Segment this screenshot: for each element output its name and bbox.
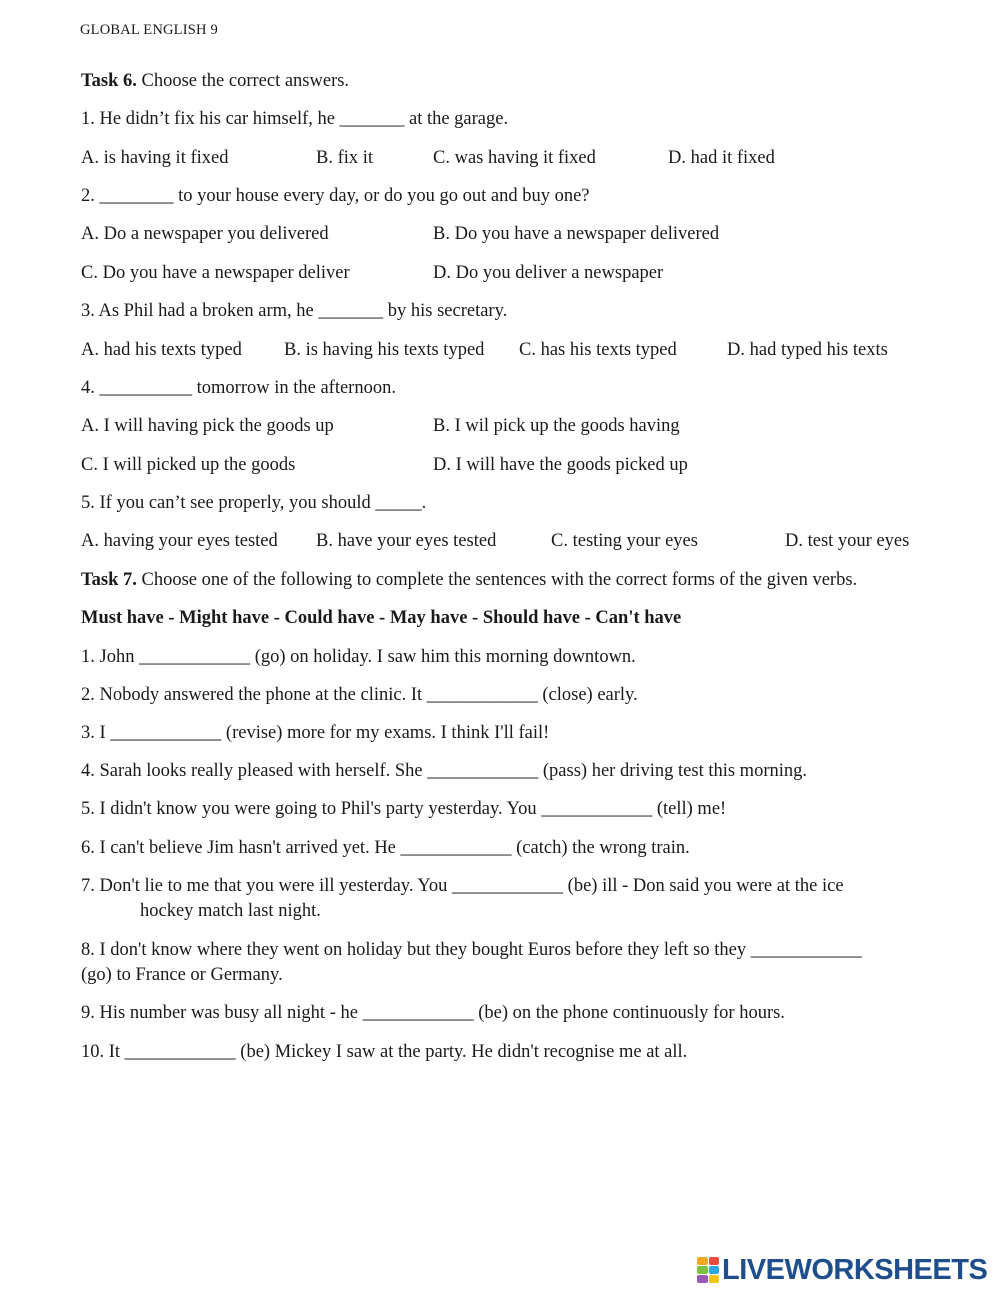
task6-q4-option-c[interactable]: C. I will picked up the goods	[81, 455, 296, 475]
task6-q2-option-d[interactable]: D. Do you deliver a newspaper	[433, 263, 664, 283]
task6-q5-option-b[interactable]: B. have your eyes tested	[316, 531, 497, 551]
task6-q1-option-c[interactable]: C. was having it fixed	[433, 148, 596, 168]
logo-text: LIVEWORKSHEETS	[722, 1253, 988, 1286]
task6-q1-option-b[interactable]: B. fix it	[316, 148, 374, 168]
task7-item-2: 2. Nobody answered the phone at the clinic. It ____________ (close) early.	[81, 685, 638, 705]
liveworksheets-logo	[697, 1253, 988, 1286]
task6-q2-option-b[interactable]: B. Do you have a newspaper delivered	[433, 224, 720, 244]
task6-q1: 1. He didn’t fix his car himself, he _______ at the garage.	[81, 109, 509, 129]
task7-item-7-line2: hockey match last night.	[140, 901, 321, 921]
task6-q3: 3. As Phil had a broken arm, he _______ by his secretary.	[81, 301, 508, 321]
task7-item-10: 10. It ____________ (be) Mickey I saw at the party. He didn't recognise me at all.	[81, 1042, 688, 1062]
task7-item-6: 6. I can't believe Jim hasn't arrived yet. He ____________ (catch) the wrong train.	[81, 838, 690, 858]
task6-q2-option-c[interactable]: C. Do you have a newspaper deliver	[81, 263, 350, 283]
task6-q3-option-a[interactable]: A. had his texts typed	[81, 340, 242, 360]
task6-label: Task 6.	[81, 71, 137, 91]
logo-grid-icon	[697, 1257, 719, 1283]
task7-item-3: 3. I ____________ (revise) more for my exams. I think I'll fail!	[81, 723, 550, 743]
task7-item-1: 1. John ____________ (go) on holiday. I saw him this morning downtown.	[81, 647, 636, 667]
task7-item-7-line1: 7. Don't lie to me that you were ill yesterday. You ____________ (be) ill - Don said you were at the ice	[81, 876, 844, 896]
task6-q5: 5. If you can’t see properly, you should _____.	[81, 493, 427, 513]
task7-label: Task 7.	[81, 570, 137, 590]
task6-title	[81, 69, 349, 93]
task6-q4: 4. __________ tomorrow in the afternoon.	[81, 378, 396, 398]
task6-q2-option-a[interactable]: A. Do a newspaper you delivered	[81, 224, 329, 244]
task7-item-8-line1: 8. I don't know where they went on holiday but they bought Euros before they left so they ____________	[81, 940, 862, 960]
task7-title	[81, 568, 857, 592]
task6-q3-option-c[interactable]: C. has his texts typed	[519, 340, 677, 360]
task6-q5-option-a[interactable]: A. having your eyes tested	[81, 531, 278, 551]
task6-q4-option-a[interactable]: A. I will having pick the goods up	[81, 416, 334, 436]
task6-q1-option-a[interactable]: A. is having it fixed	[81, 148, 229, 168]
task6-q4-option-b[interactable]: B. I wil pick up the goods having	[433, 416, 680, 436]
task7-item-4: 4. Sarah looks really pleased with herself. She ____________ (pass) her driving test this morning.	[81, 761, 807, 781]
page-header: GLOBAL ENGLISH 9	[80, 22, 218, 38]
task6-instruction: Choose the correct answers.	[136, 71, 350, 91]
task6-q4-option-d[interactable]: D. I will have the goods picked up	[433, 455, 688, 475]
task6-q2: 2. ________ to your house every day, or do you go out and buy one?	[81, 186, 590, 206]
task6-q5-option-c[interactable]: C. testing your eyes	[551, 531, 698, 551]
task7-item-5: 5. I didn't know you were going to Phil's party yesterday. You ____________ (tell) me!	[81, 799, 727, 819]
task6-q1-option-d[interactable]: D. had it fixed	[668, 148, 775, 168]
task6-q3-option-d[interactable]: D. had typed his texts	[727, 340, 888, 360]
task7-verb-list: Must have - Might have - Could have - May have - Should have - Can't have	[81, 608, 682, 628]
task7-item-9: 9. His number was busy all night - he ____________ (be) on the phone continuously for hours.	[81, 1003, 785, 1023]
task6-q3-option-b[interactable]: B. is having his texts typed	[284, 340, 485, 360]
task6-q5-option-d[interactable]: D. test your eyes	[785, 531, 910, 551]
task7-item-8-line2: (go) to France or Germany.	[81, 965, 283, 985]
task7-instruction: Choose one of the following to complete the sentences with the correct forms of the given verbs.	[136, 570, 858, 590]
